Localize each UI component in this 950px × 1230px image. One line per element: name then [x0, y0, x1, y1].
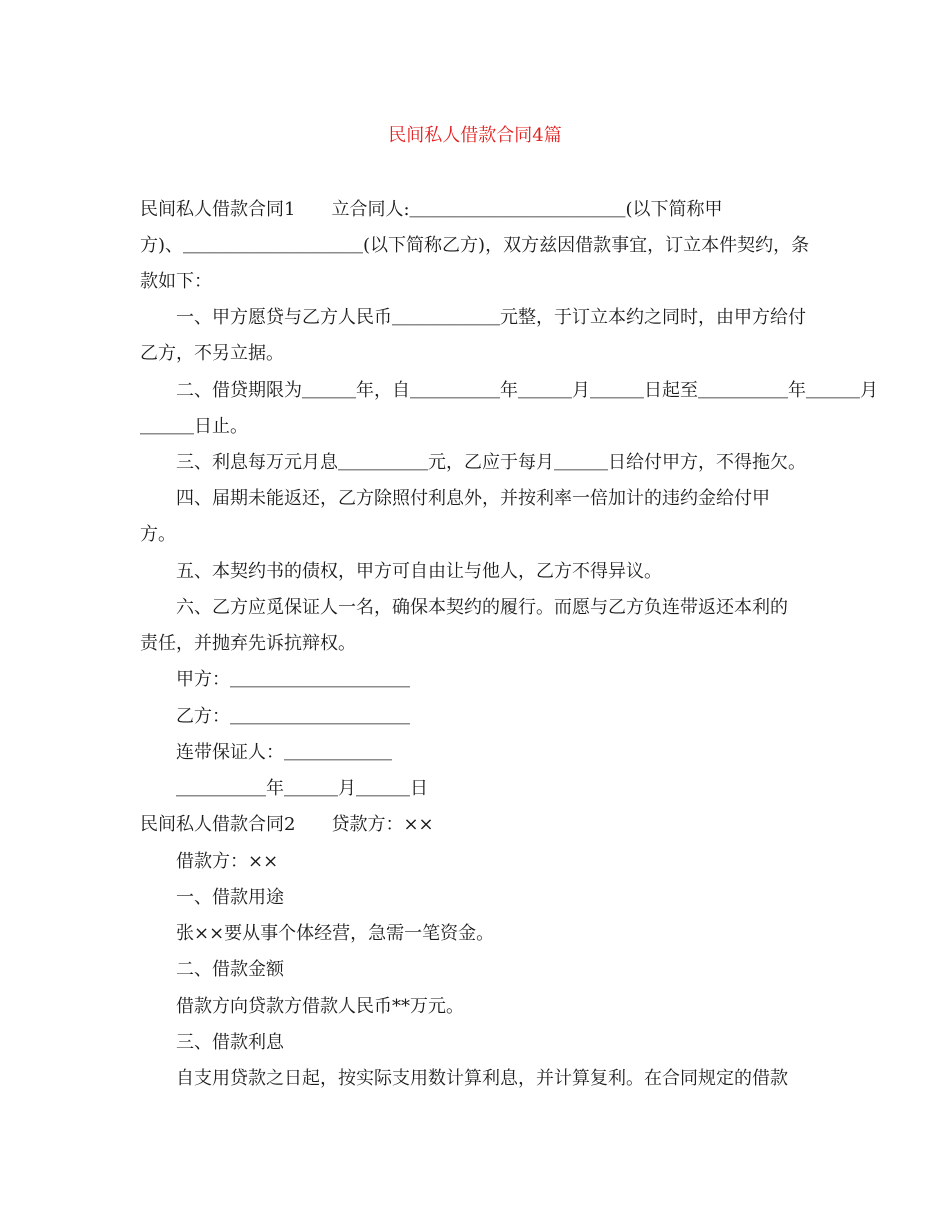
paragraph-line: 乙方，不另立据。 — [140, 343, 284, 364]
paragraph-line: 张××要从事个体经营，急需一笔资金。 — [176, 923, 495, 944]
paragraph-line: 民间私人借款合同2 贷款方：×× — [140, 814, 434, 835]
paragraph-line: 借款方向贷款方借款人民币**万元。 — [176, 996, 464, 1017]
paragraph-line: 四、届期未能返还，乙方除照付利息外，并按利率一倍加计的违约金给付甲 — [176, 488, 770, 509]
paragraph-line: ＿＿＿日止。 — [140, 416, 248, 437]
paragraph-line: 借款方：×× — [176, 851, 279, 872]
paragraph-line: 三、利息每万元月息＿＿＿＿＿元，乙应于每月＿＿＿日给付甲方，不得拖欠。 — [176, 452, 806, 473]
signature-party-a: 甲方：＿＿＿＿＿＿＿＿＿＿ — [176, 669, 410, 690]
section-heading: 三、借款利息 — [176, 1032, 284, 1053]
paragraph-line: 自支用贷款之日起，按实际支用数计算利息，并计算复利。在合同规定的借款 — [176, 1068, 788, 1089]
signature-guarantor: 连带保证人：＿＿＿＿＿＿ — [176, 742, 392, 763]
paragraph-line: 方)、＿＿＿＿＿＿＿＿＿＿(以下简称乙方)，双方兹因借款事宜，订立本件契约，条 — [140, 235, 810, 256]
paragraph-line: 二、借贷期限为＿＿＿年，自＿＿＿＿＿年＿＿＿月＿＿＿日起至＿＿＿＿＿年＿＿＿月 — [176, 380, 878, 401]
signature-party-b: 乙方：＿＿＿＿＿＿＿＿＿＿ — [176, 706, 410, 727]
paragraph-line: 责任，并抛弃先诉抗辩权。 — [140, 633, 356, 654]
paragraph-line: 民间私人借款合同1 立合同人:＿＿＿＿＿＿＿＿＿＿＿＿(以下简称甲 — [140, 199, 723, 220]
document-title: 民间私人借款合同4篇 — [388, 125, 562, 146]
paragraph-line: 一、甲方愿贷与乙方人民币＿＿＿＿＿＿元整，于订立本约之同时，由甲方给付 — [176, 307, 806, 328]
paragraph-line: 款如下： — [140, 271, 212, 292]
paragraph-line: 六、乙方应觅保证人一名，确保本契约的履行。而愿与乙方负连带返还本利的 — [176, 597, 788, 618]
section-heading: 二、借款金额 — [176, 959, 284, 980]
paragraph-line: 方。 — [140, 524, 176, 545]
signature-date: ＿＿＿＿＿年＿＿＿月＿＿＿日 — [176, 778, 428, 799]
paragraph-line: 五、本契约书的债权，甲方可自由让与他人，乙方不得异议。 — [176, 561, 662, 582]
section-heading: 一、借款用途 — [176, 887, 284, 908]
